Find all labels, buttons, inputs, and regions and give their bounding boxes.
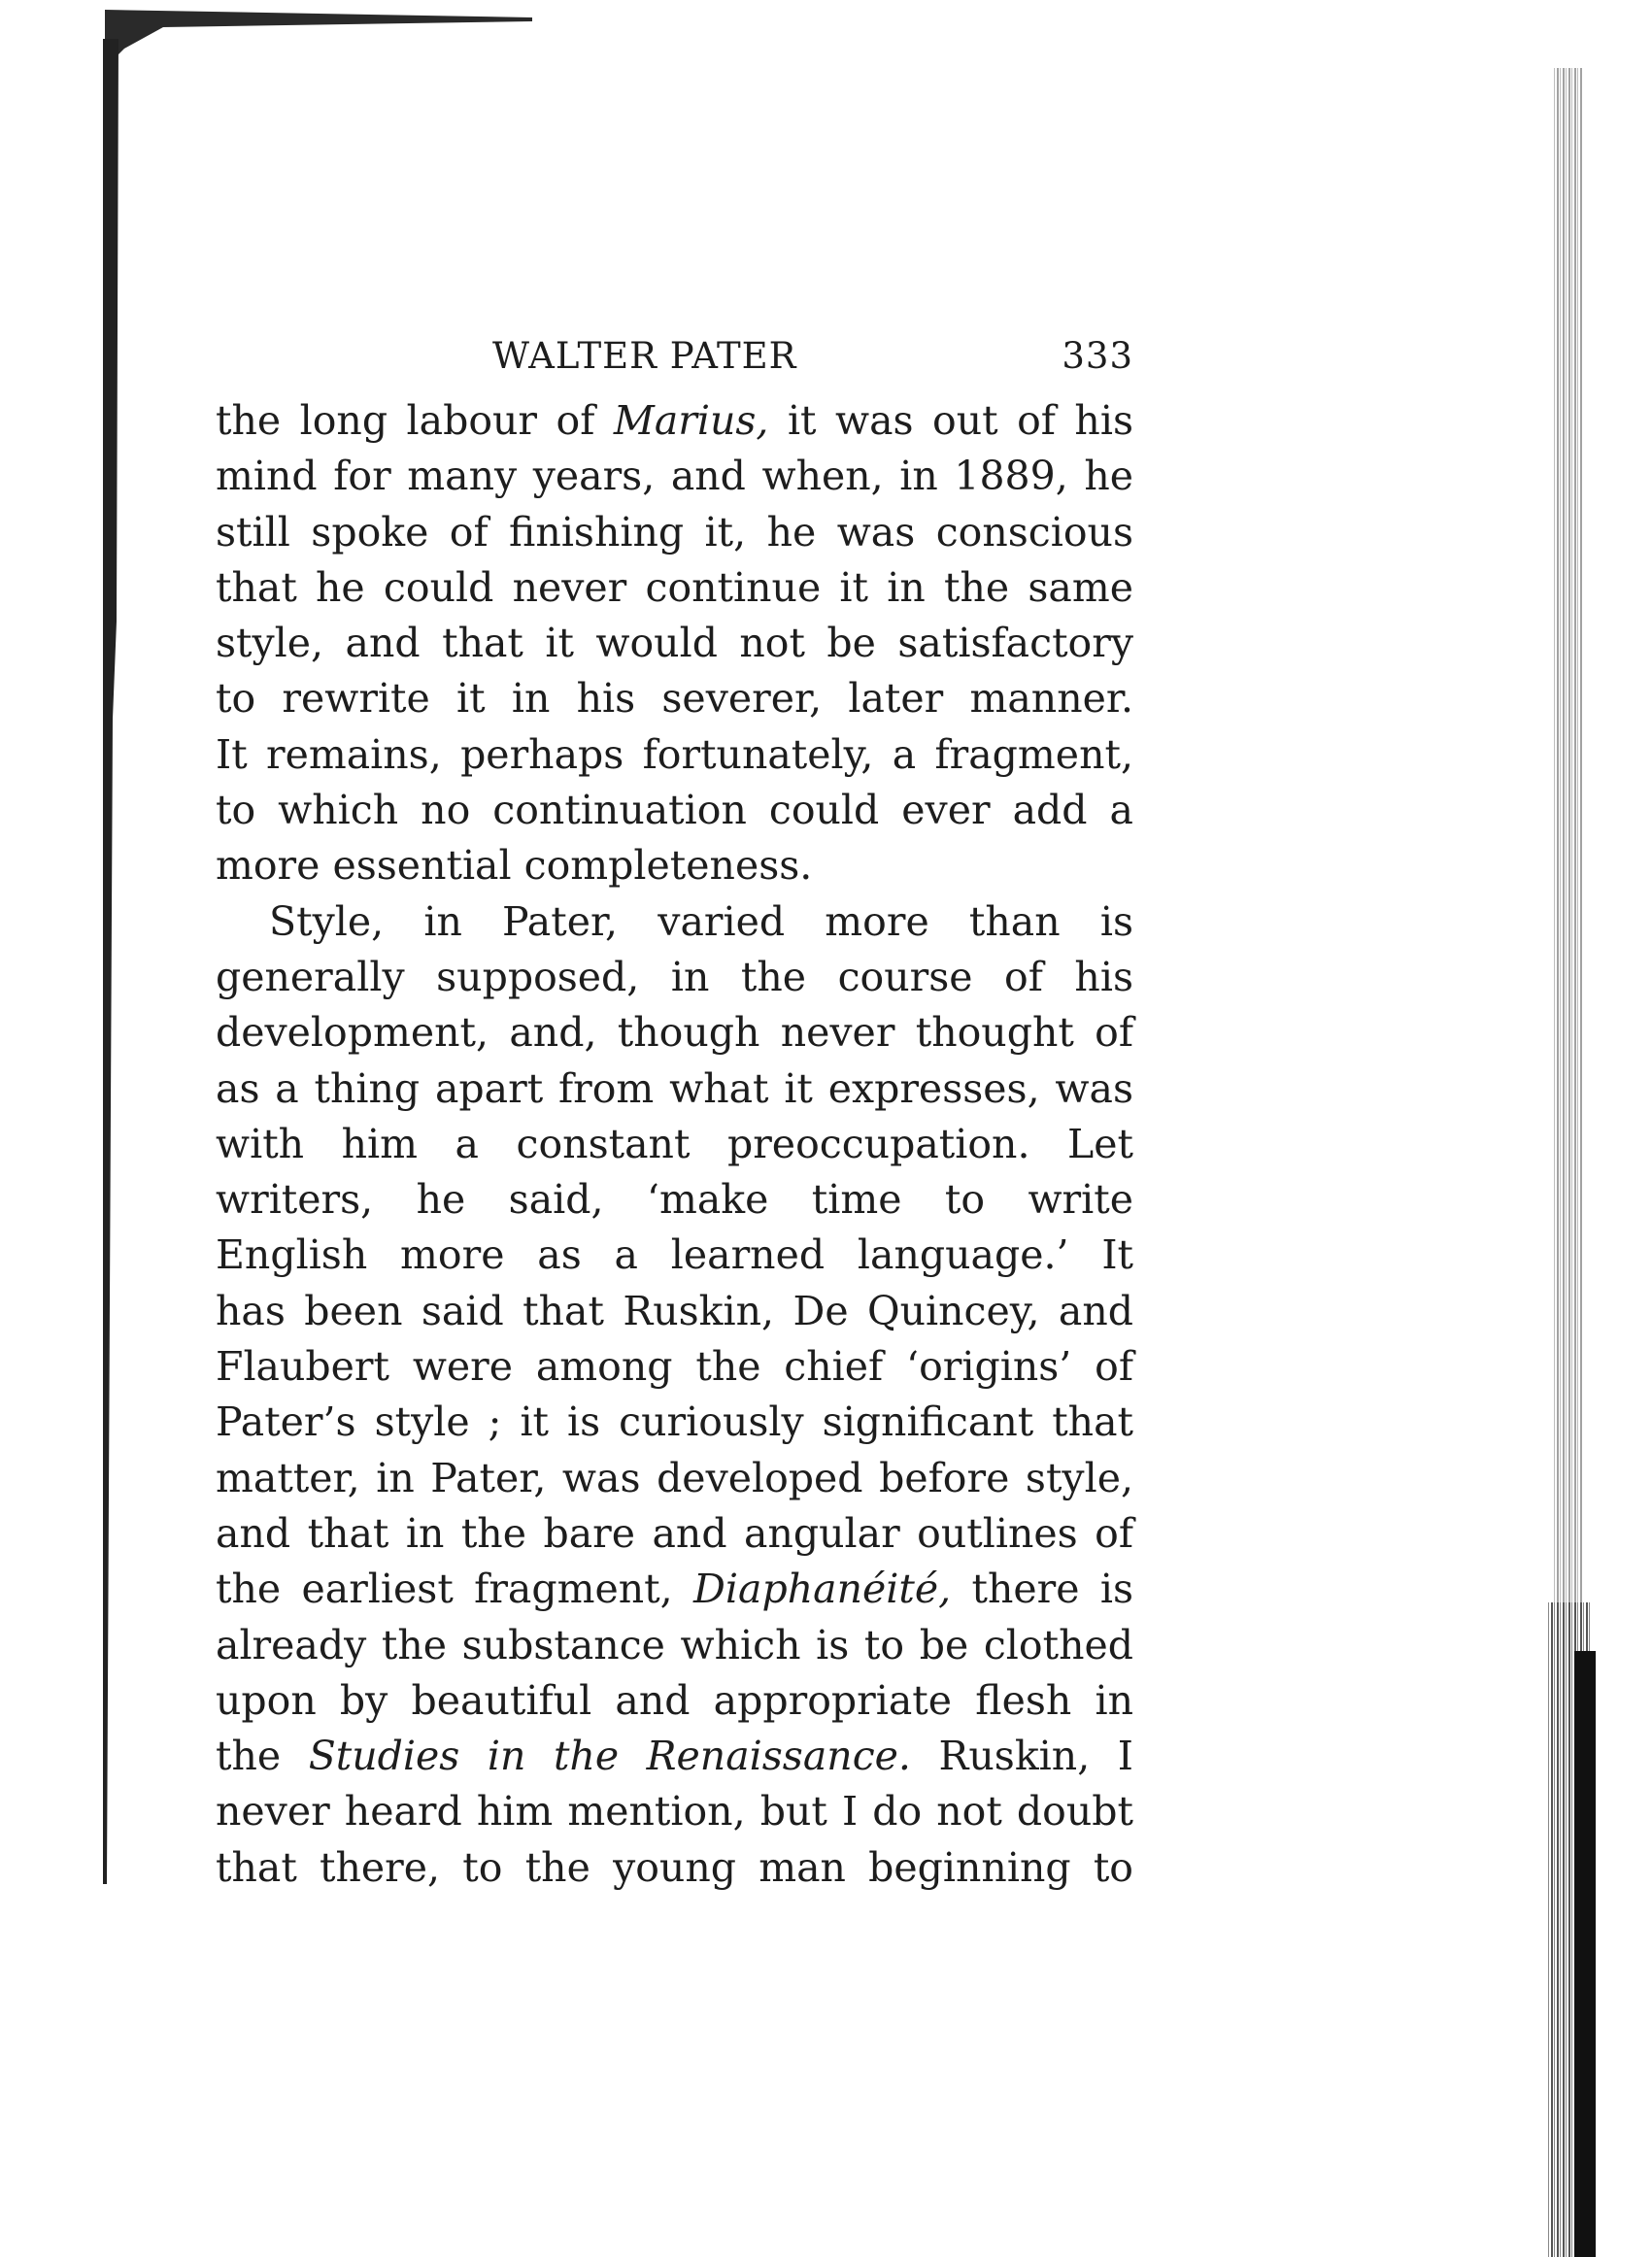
text-line bbox=[216, 393, 1133, 449]
text-segment: writers, he said, ‘make time to write bbox=[216, 1176, 1133, 1224]
text-line bbox=[216, 783, 1133, 838]
text-line bbox=[216, 950, 1133, 1005]
scan-shadow-right-edge bbox=[1516, 0, 1652, 2257]
text-line bbox=[216, 560, 1133, 616]
text-line bbox=[216, 449, 1133, 504]
text-line bbox=[216, 727, 1133, 783]
italic-text: Marius, bbox=[613, 397, 769, 444]
text-line bbox=[216, 505, 1133, 560]
text-line bbox=[216, 1228, 1133, 1283]
text-line bbox=[216, 1562, 1133, 1617]
text-line bbox=[216, 1840, 1133, 1896]
book-page bbox=[216, 335, 1133, 1896]
text-segment: Style, in Pater, varied more than is bbox=[269, 897, 1133, 945]
text-segment: matter, in Pater, was developed before style, bbox=[216, 1454, 1133, 1501]
running-head bbox=[216, 335, 1133, 393]
text-line bbox=[216, 1618, 1133, 1673]
text-line bbox=[216, 1784, 1133, 1839]
text-segment: Flaubert were among the chief ‘origins’ of bbox=[216, 1343, 1133, 1391]
italic-text: Diaphanéité, bbox=[693, 1566, 952, 1613]
text-line bbox=[216, 671, 1133, 726]
text-segment: development, and, though never thought of bbox=[216, 1009, 1133, 1057]
text-segment: it was out of his bbox=[768, 397, 1133, 444]
text-line bbox=[216, 1729, 1133, 1784]
text-segment: Ruskin, I bbox=[910, 1733, 1133, 1780]
text-segment: the bbox=[216, 1733, 309, 1780]
text-line bbox=[216, 1117, 1133, 1172]
text-segment: and that in the bare and angular outlines of bbox=[216, 1509, 1133, 1557]
text-segment: has been said that Ruskin, De Quincey, and bbox=[216, 1287, 1133, 1334]
text-segment: upon by beautiful and appropriate flesh in bbox=[216, 1676, 1133, 1724]
text-segment: with him a constant preoccupation. Let bbox=[216, 1120, 1133, 1167]
text-segment: Pater’s style ; it is curiously significant that bbox=[216, 1398, 1133, 1446]
text-line bbox=[216, 1673, 1133, 1729]
text-segment: generally supposed, in the course of his bbox=[216, 953, 1133, 1000]
text-line bbox=[216, 894, 1133, 950]
text-line bbox=[216, 1284, 1133, 1339]
text-line bbox=[216, 1172, 1133, 1228]
text-segment: to which no continuation could ever add a bbox=[216, 787, 1133, 834]
scan-shadow-top-left bbox=[105, 10, 532, 68]
text-line bbox=[216, 1395, 1133, 1450]
text-segment: to rewrite it in his severer, later manner. bbox=[216, 675, 1133, 723]
text-segment: that there, to the young man beginning to bbox=[216, 1843, 1133, 1891]
text-segment: English more as a learned language.’ It bbox=[216, 1231, 1133, 1279]
text-segment: never heard him mention, but I do not doubt bbox=[216, 1788, 1133, 1836]
text-line bbox=[216, 616, 1133, 671]
text-line bbox=[216, 1005, 1133, 1061]
running-title: WALTER PATER bbox=[492, 335, 797, 377]
text-segment: already the substance which is to be clothed bbox=[216, 1621, 1133, 1668]
text-line bbox=[216, 1506, 1133, 1562]
text-line bbox=[216, 1061, 1133, 1117]
text-segment: still spoke of finishing it, he was conscious bbox=[216, 508, 1133, 556]
text-segment: the earliest fragment, bbox=[216, 1566, 694, 1613]
text-segment: more essential completeness. bbox=[216, 842, 813, 890]
text-segment: as a thing apart from what it expresses, was bbox=[216, 1064, 1133, 1112]
text-line bbox=[216, 1451, 1133, 1506]
text-segment: the long labour of bbox=[216, 397, 614, 444]
text-segment: mind for many years, and when, in 1889, he bbox=[216, 453, 1133, 500]
scan-shadow-left-edge bbox=[97, 39, 126, 1884]
text-line bbox=[216, 1339, 1133, 1395]
text-segment: there is bbox=[951, 1566, 1134, 1613]
text-line bbox=[216, 838, 1133, 893]
page-number: 333 bbox=[1062, 335, 1133, 377]
body-text bbox=[216, 393, 1133, 1896]
text-segment: style, and that it would not be satisfactory bbox=[216, 620, 1133, 667]
text-segment: It remains, perhaps fortunately, a fragment, bbox=[216, 730, 1133, 778]
text-segment: that he could never continue it in the same bbox=[216, 563, 1133, 611]
italic-text: Studies in the Renaissance. bbox=[308, 1733, 911, 1780]
